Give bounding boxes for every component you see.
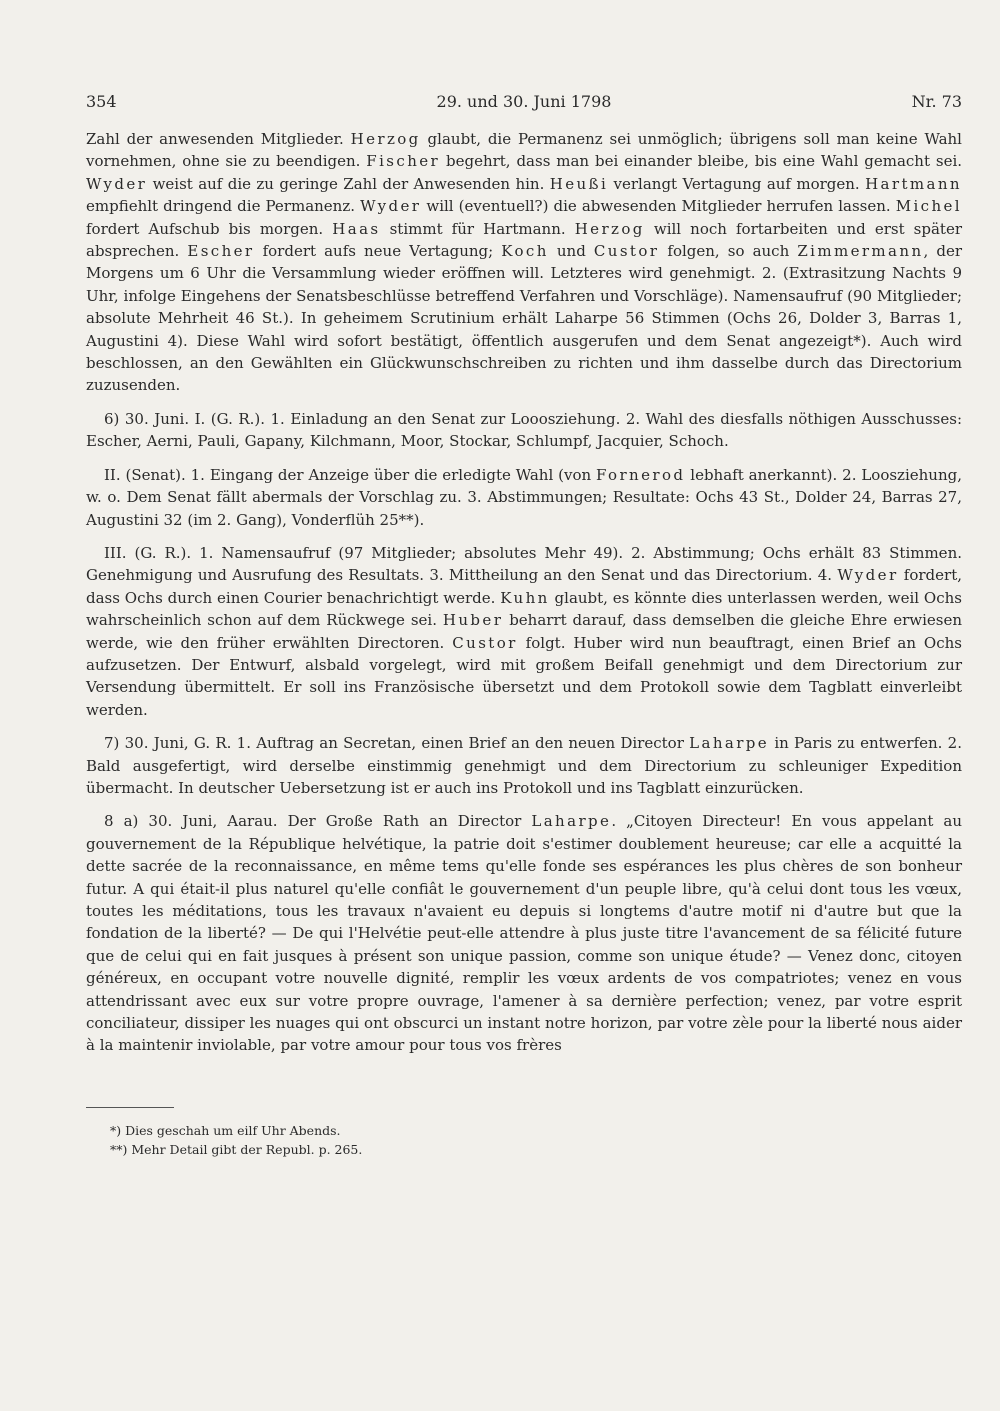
spaced-name: Custor — [452, 633, 518, 652]
text-run: beharrt darauf, dass demselben die gleiche Ehre erwiesen werde, wie den früher erwählten Directoren. — [86, 611, 962, 652]
text-run: in Paris zu entwerfen. 2. Bald ausgefertigt, wird derselbe einstimmig genehmigt und dem Directorium zu schleuniger Expedition übermacht. In deutscher Uebersetzung ist er auch ins Protokoll und ins Tagblatt einzurücken. — [86, 734, 962, 797]
paragraph — [86, 732, 962, 799]
spaced-name: Zimmermann — [797, 242, 924, 261]
paragraph — [86, 810, 962, 1056]
paragraph — [86, 542, 962, 721]
paragraph — [86, 128, 962, 397]
text-run: glaubt, es könnte dies unterlassen werden, weil Ochs wahrscheinlich schon auf dem Rückwege sei. — [86, 588, 962, 630]
text-run: fordert aufs neue Vertagung; — [254, 242, 502, 261]
spaced-name: Fornerod — [596, 465, 686, 484]
running-title: 29. und 30. Juni 1798 — [436, 92, 612, 111]
text-run: fordert Aufschub bis morgen. — [86, 219, 333, 238]
spaced-name: Escher — [187, 242, 255, 261]
text-run: lebhaft anerkannt). 2. Loosziehung, w. o. Dem Senat fällt abermals der Vorschlag zu. 3. Abstimmungen; Resultate: Ochs 43 St., Dolder 24, Barras 27, Augustini 32 (im 2. Gang), Vonderflüh 25**). — [86, 465, 962, 529]
text-run: 6) 30. Juni. I. (G. R.). 1. Einladung an den Senat zur Looosziehung. 2. Wahl des diesfalls nöthigen Ausschusses: Escher, Aerni, Pauli, Gapany, Kilchmann, Moor, Stockar, Schlumpf, Jacquier, Schoch. — [86, 409, 962, 451]
text-run: folgen, so auch — [659, 242, 798, 261]
footnote: **) Mehr Detail gibt der Republ. p. 265. — [110, 1142, 363, 1157]
text-run: begehrt, dass man bei einander bleibe, bis eine Wahl gemacht sei. — [440, 152, 963, 171]
footnote-rule — [86, 1107, 174, 1108]
page-header — [86, 92, 962, 118]
footnotes — [110, 1121, 670, 1159]
paragraph — [86, 408, 962, 453]
spaced-name: Haas — [332, 219, 381, 238]
spaced-name: Herzog — [574, 219, 645, 238]
spaced-name: Herzog — [350, 130, 421, 148]
text-run: . „Citoyen Directeur! En vous appelant au gouvernement de la République helvétique, la patrie doit s'estimer doublement heureuse; car elle a acquitté la dette sacrée de la reconnaissance, en même tems qu'elle fonde ses espérances les plus chères de son bonheur futur. A qui était-il plus naturel qu'elle confiât le gouvernement d'un peuple libre, qu'à celui dont tous les vœux, toutes les méditations, tous les travaux n'avaient eu depuis si longtems d'autre motif ni d'autre but que la fondation de la liberté? — De qui l'Helvétie peut-elle attendre à plus juste titre l'avancement de sa félicité future que de celui qui en fait jusques à présent son unique passion, comme son unique étude? — Venez donc, citoyen généreux, en occupant votre nouvelle dignité, remplir les vœux ardents de vos compatriotes; venez en vous attendrissant avec eux sur votre propre ouvrage, l'amener à sa dernière perfection; venez, par votre esprit conciliateur, dissiper les nuages qui ont obscurci un instant notre horizon, par votre zèle pour la liberté nous aider à la maintenir inviolable, par votre amour pour tous vos frères — [86, 812, 962, 1055]
text-run: weist auf die zu geringe Zahl der Anwesenden hin. — [147, 174, 550, 193]
spaced-name: Custor — [593, 242, 660, 261]
text-run: empfiehlt dringend die Permanenz. — [86, 197, 361, 216]
text-run: Zahl der anwesenden Mitglieder. — [86, 130, 351, 148]
text-run: II. (Senat). 1. Eingang der Anzeige über die erledigte Wahl (von — [104, 465, 597, 484]
page-number: 354 — [86, 92, 117, 111]
spaced-name: Huber — [442, 611, 504, 630]
body-text — [86, 128, 962, 1068]
spaced-name: Michel — [895, 197, 962, 216]
text-run: will noch fortarbeiten und erst später absprechen. — [86, 219, 962, 261]
spaced-name: Laharpe — [531, 812, 612, 831]
spaced-name: Kuhn — [500, 588, 550, 607]
spaced-name: Heußi — [549, 174, 609, 193]
text-run: , der Morgens um 6 Uhr die Versammlung wieder eröffnen will. Letzteres wird genehmigt. 2. (Extrasitzung Nachts 9 Uhr, infolge Eingehens der Senatsbeschlüsse betreffend Verfahren und Vorschläge). Namensaufruf (90 Mitglieder; absolute Mehrheit 46 St.). In geheimem Scrutinium erhält Laharpe 56 Stimmen (Ochs 26, Dolder 3, Barras 1, Augustini 4). Diese Wahl wird sofort bestätigt, öffentlich ausgerufen und dem Senat angezeigt*). Auch wird beschlossen, an den Gewählten ein Glückwunschschreiben zu richten und ihm dasselbe durch das Directorium zuzusenden. — [86, 242, 963, 395]
text-run: 7) 30. Juni, G. R. 1. Auftrag an Secretan, einen Brief an den neuen Director — [104, 734, 690, 753]
spaced-name: Laharpe — [689, 734, 770, 753]
spaced-name: Fischer — [366, 152, 441, 171]
text-run: III. (G. R.). 1. Namensaufruf (97 Mitglieder; absolutes Mehr 49). 2. Abstimmung; Ochs erhält 83 Stimmen. Genehmigung und Ausrufung des Resultats. 3. Mittheilung an den Senat und das Directorium. 4. — [86, 543, 962, 585]
text-run: folgt. Huber wird nun beauftragt, einen Brief an Ochs aufzusetzen. Der Entwurf, alsbald vorgelegt, wird mit großem Beifall genehmigt und dem Directorium zur Versendung übermittelt. Er soll ins Französische übersetzt und dem Protokoll sowie dem Tagblatt einverleibt werden. — [86, 633, 962, 719]
spaced-name: Wyder — [837, 566, 899, 585]
text-run: fordert, dass Ochs durch einen Courier benachrichtigt werde. — [86, 566, 962, 607]
text-run: glaubt, die Permanenz sei unmöglich; übrigens soll man keine Wahl vornehmen, ohne sie zu beendigen. — [86, 130, 962, 171]
text-run: und — [548, 242, 594, 261]
spaced-name: Koch — [501, 242, 549, 261]
spaced-name: Hartmann — [865, 174, 962, 193]
text-run: verlangt Vertagung auf morgen. — [608, 174, 866, 193]
footnote: *) Dies geschah um eilf Uhr Abends. — [110, 1123, 341, 1138]
spaced-name: Wyder — [86, 174, 148, 193]
entry-number: Nr. 73 — [911, 92, 962, 111]
text-run: 8 a) 30. Juni, Aarau. Der Große Rath an Director — [104, 812, 532, 831]
text-run: stimmt für Hartmann. — [380, 219, 575, 238]
text-run: will (eventuell?) die abwesenden Mitglieder herrufen lassen. — [421, 197, 896, 216]
paragraph — [86, 464, 962, 531]
spaced-name: Wyder — [360, 197, 422, 216]
